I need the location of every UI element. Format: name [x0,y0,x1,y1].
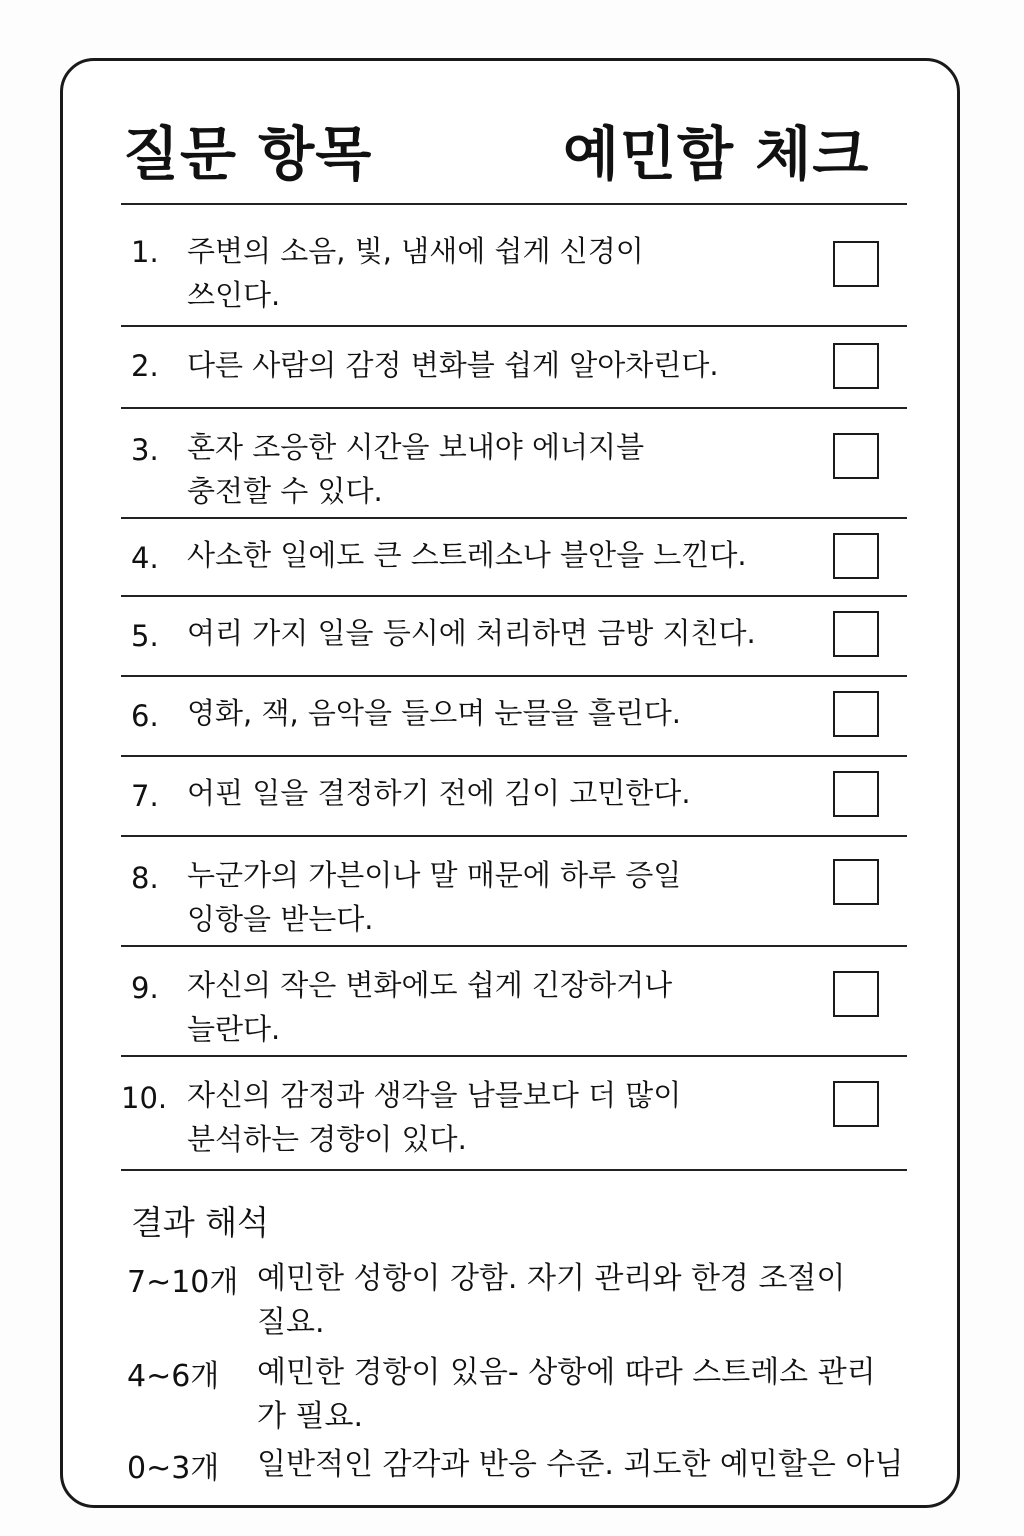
question-checkbox-9[interactable] [833,971,879,1017]
question-checkbox-4[interactable] [833,533,879,579]
checklist-card [60,58,960,1508]
divider [121,1169,907,1171]
question-number: 2. [131,349,159,383]
question-row-9 [121,947,907,1055]
question-text: 자신의 작은 변화에도 쉽게 긴장하거나 늘란다. [187,968,673,1046]
question-checkbox-3[interactable] [833,433,879,479]
question-row-6 [121,677,907,755]
question-text: 누군가의 가븐이나 말 매문에 하루 증일 잉항을 받는다. [187,858,682,936]
result-description: 일반적인 감각과 반응 수준. 괴도한 예민할은 아님 [257,1447,904,1482]
question-number: 8. [131,861,159,895]
question-checkbox-6[interactable] [833,691,879,737]
question-text: 사소한 일에도 큰 스트레소나 블안을 느낀다. [187,538,747,572]
header [123,107,903,187]
question-text: 여리 가지 일을 등시에 처리하면 금방 지친다. [187,616,756,650]
question-number: 3. [131,433,159,467]
question-number: 7. [131,779,159,813]
results-title: 결과 해석 [131,1203,270,1242]
question-row-2 [121,327,907,407]
question-row-1 [121,205,907,325]
question-row-10 [121,1057,907,1169]
result-range: 4~6개 [127,1359,220,1394]
question-number: 9. [131,971,159,1005]
question-text: 영화, 잭, 음악을 들으며 눈믈을 흘린다. [187,696,681,730]
question-row-8 [121,837,907,945]
question-checkbox-10[interactable] [833,1081,879,1127]
question-text: 어핀 일을 결정하기 전에 김이 고민한다. [187,776,691,810]
question-checkbox-7[interactable] [833,771,879,817]
result-description: 예민한 성항이 강함. 자기 관리와 한경 조절이 질요. [257,1261,846,1340]
question-checkbox-8[interactable] [833,859,879,905]
question-number: 5. [131,619,159,653]
question-number: 4. [131,541,159,575]
result-range: 0~3개 [127,1451,220,1486]
question-text: 주변의 소음, 빛, 냄새에 쉽게 신경이 쓰인다. [187,234,644,312]
question-row-3 [121,409,907,517]
question-number: 1. [131,235,159,269]
result-range: 7~10개 [127,1265,239,1300]
question-row-4 [121,519,907,595]
question-text: 다른 사람의 감정 변화블 쉽게 알아차린다. [187,348,719,382]
header-check-title: 예민함 체크 [563,120,870,188]
question-text: 혼자 조응한 시간을 보내야 에너지블 충전할 수 있다. [187,430,645,508]
header-question-title: 질문 항목 [123,120,373,188]
result-description: 예민한 경항이 있음- 상항에 따라 스트레소 관리 가 필요. [257,1355,876,1434]
question-number: 6. [131,699,159,733]
question-number: 10. [121,1081,168,1115]
question-checkbox-2[interactable] [833,343,879,389]
question-row-5 [121,597,907,675]
question-checkbox-1[interactable] [833,241,879,287]
question-text: 자신의 감정과 생각을 남믈보다 더 많이 분석하는 경향이 있다. [187,1078,682,1156]
question-checkbox-5[interactable] [833,611,879,657]
question-row-7 [121,757,907,835]
